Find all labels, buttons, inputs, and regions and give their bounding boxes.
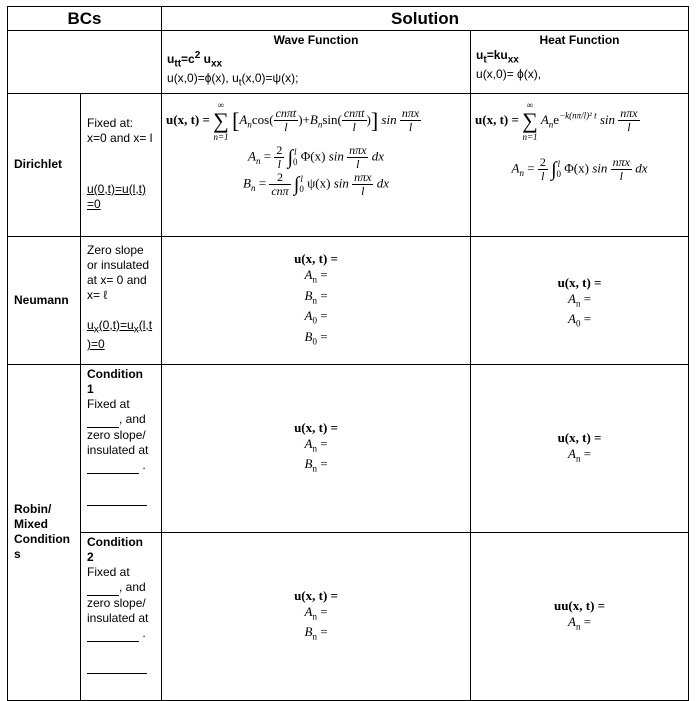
robin-condition-2: Condition 2 Fixed at , and zero slope/ insulated at .	[81, 532, 162, 700]
robin-c1-wave-solution: u(x, t) = $A_n$ = $B_n$ =	[162, 364, 471, 532]
robin-condition-1: Condition 1 Fixed at , and zero slope/ insulated at .	[81, 364, 162, 532]
dirichlet-description: Fixed at: x=0 and x= l u(0,t)=u(l,t) =0	[81, 93, 162, 236]
robin-c2-wave-solution: u(x, t) = $A_n$ = $B_n$ =	[162, 532, 471, 700]
wave-function-header	[162, 31, 471, 94]
robin-label: Robin/ Mixed Condition s	[8, 364, 81, 700]
solution-header: Solution	[162, 7, 689, 31]
neumann-heat-solution: u(x, t) = $A_n$ = $A_0$ =	[471, 236, 689, 364]
wave-function-title: Wave Function	[273, 33, 359, 47]
robin-c1-heat-solution: u(x, t) = $A_n$ =	[471, 364, 689, 532]
heat-equation: $u_t=ku_{xx}$	[476, 48, 519, 66]
dirichlet-bc: u(0,t)=u(l,t)	[87, 181, 147, 196]
neumann-description: Zero slope or insulated at x= 0 and x= ℓ $u_x(0,t)=u_x(l,t$ )=0	[81, 236, 162, 364]
dirichlet-wave-solution: u(x, t) = ∞ ∑ n=1 [$A_n\cos$( $\frac{\text{cnπt}}{l}$ )$+B_n\sin$( $\frac{\text{cnπt}}{l}$ )] sin $\frac{\text{nπx}}{l}$ $A_n$ = $\frac{2}{l}$ ∫l 0 Φ(x) sin $\frac{\text{nπx}}{l}$ dx $B_n$ = $\frac{2}{\text{cnπ}}$ ∫l 0 ψ(x) sin $\frac{\text{nπx}}{l}$ dx	[162, 93, 471, 236]
bcs-header: BCs	[8, 7, 162, 31]
bc-solution-table	[7, 6, 689, 701]
heat-function-title: Heat Function	[539, 33, 620, 47]
heat-initial-conditions: u(x,0)= ϕ(x),	[476, 67, 542, 82]
wave-initial-conditions: u(x,0)=ϕ(x), $u_t(x,0)=\psi(x)$;	[167, 71, 299, 89]
dirichlet-heat-solution: u(x, t) = ∞ ∑ n=1 $A_ne^{-k(n\pi/l)^2 t}$ sin $\frac{\text{nπx}}{l}$ $A_n$ = $\frac{2}{l}$ ∫l 0 Φ(x) sin $\frac{\text{nπx}}{l}$ dx	[471, 93, 689, 236]
empty-subheader-cell	[8, 31, 162, 94]
neumann-wave-solution: u(x, t) = $A_n$ = $B_n$ = $A_0$ = $B_0$ =	[162, 236, 471, 364]
robin-c2-heat-solution: uu(x, t) = $A_n$ =	[471, 532, 689, 700]
wave-equation: $u_{tt}=c^2$ $u_{xx}$	[167, 50, 223, 70]
neumann-bc: $u_x(0,t)=u_x(l,t$	[87, 317, 153, 336]
neumann-label: Neumann	[8, 236, 81, 364]
dirichlet-label: Dirichlet	[8, 93, 81, 236]
heat-function-header	[471, 31, 689, 94]
